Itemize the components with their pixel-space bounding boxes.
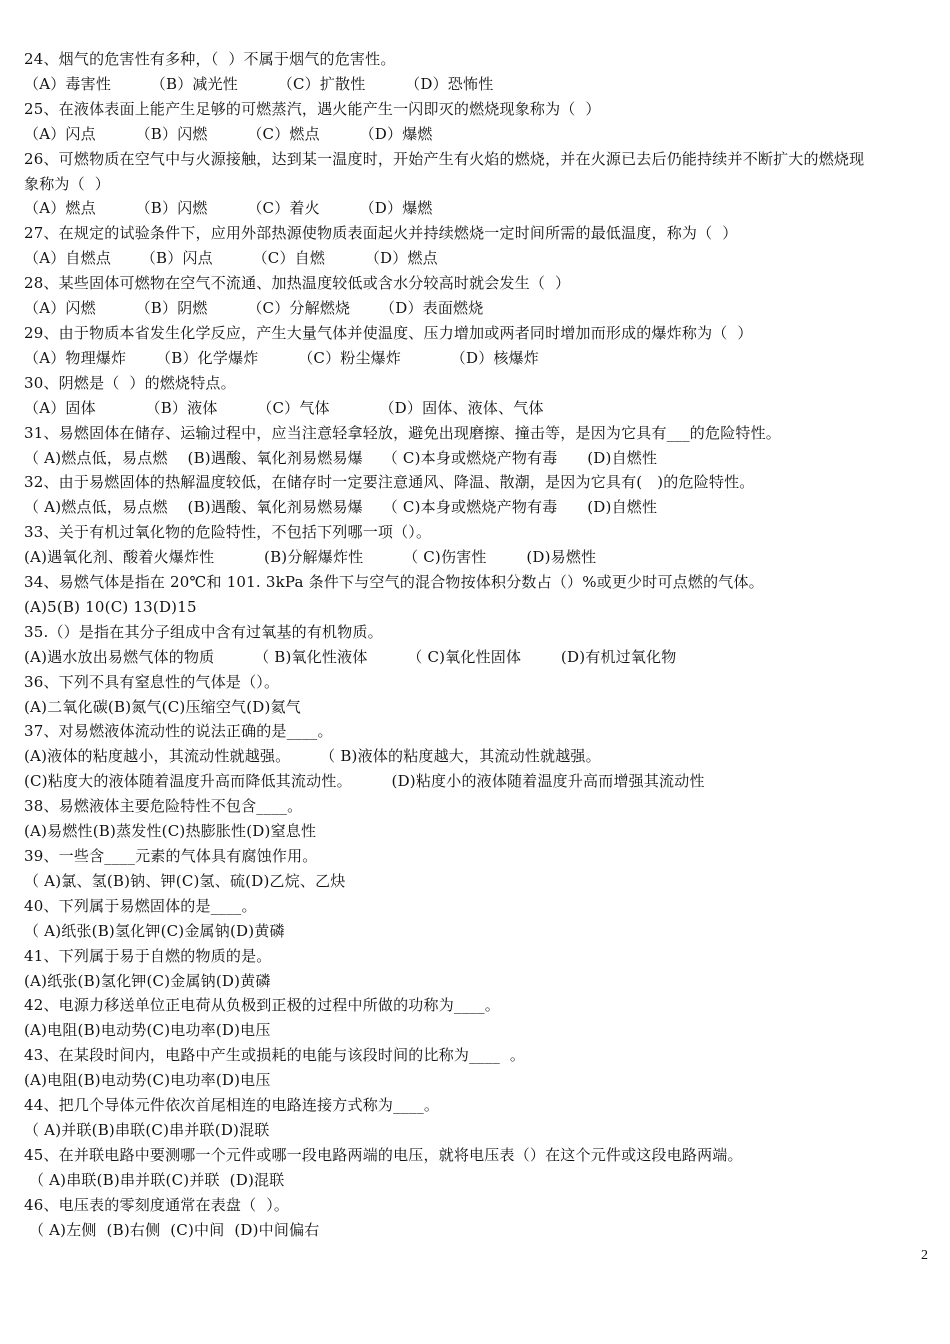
text-line: 38、易燃液体主要危险特性不包含____。: [24, 797, 303, 816]
text-line: (A)电阻(B)电动势(C)电功率(D)电压: [24, 1071, 271, 1090]
text-line: 象称为（ ）: [24, 174, 110, 193]
text-line: （A）固体 （B）液体 （C）气体 （D）固体、液体、气体: [24, 398, 544, 417]
text-line: （ A)串联(B)串并联(C)并联 (D)混联: [24, 1170, 285, 1189]
text-line: 27、在规定的试验条件下，应用外部热源使物质表面起火并持续燃烧一定时间所需的最低温度，称为（ ）: [24, 224, 738, 243]
text-line: （ A)左侧 (B)右侧 (C)中间 (D)中间偏右: [24, 1220, 320, 1239]
text-line: 41、下列属于易于自燃的物质的是。: [24, 946, 272, 965]
text-line: (C)粘度大的液体随着温度升高而降低其流动性。 (D)粘度小的液体随着温度升高而增强其流动性: [24, 772, 705, 791]
text-line: 42、电源力移送单位正电荷从负极到正极的过程中所做的功称为____。: [24, 996, 500, 1015]
text-line: 24、烟气的危害性有多种，（ ）不属于烟气的危害性。: [24, 50, 396, 68]
text-line: （ A)纸张(B)氢化钾(C)金属钠(D)黄磷: [24, 921, 285, 940]
text-line: 25、在液体表面上能产生足够的可燃蒸汽，遇火能产生一闪即灭的燃烧现象称为（ ）: [24, 99, 601, 118]
text-line: 26、可燃物质在空气中与火源接触，达到某一温度时，开始产生有火焰的燃烧，并在火源已去后仍能持续并不断扩大的燃烧现: [24, 149, 865, 168]
text-line: （ A)燃点低，易点燃 (B)遇酸、氧化剂易燃易爆 （ C)本身或燃烧产物有毒 (D)自燃性: [24, 448, 658, 467]
text-line: （ A)并联(B)串联(C)串并联(D)混联: [24, 1120, 270, 1139]
text-line: （A）毒害性 （B）减光性 （C）扩散性 （D）恐怖性: [24, 74, 494, 93]
text-line: 32、由于易燃固体的热解温度较低，在储存时一定要注意通风、降温、散潮，是因为它具有( )的危险特性。: [24, 473, 755, 492]
text-line: (A)易燃性(B)蒸发性(C)热膨胀性(D)窒息性: [24, 822, 317, 841]
text-line: (A)纸张(B)氢化钾(C)金属钠(D)黄磷: [24, 971, 271, 990]
text-line: 30、阴燃是（ ）的燃烧特点。: [24, 373, 236, 392]
text-line: （A）燃点 （B）闪燃 （C）着火 （D）爆燃: [24, 199, 433, 218]
text-line: （A）闪点 （B）闪燃 （C）燃点 （D）爆燃: [24, 124, 433, 143]
text-line: 35.（）是指在其分子组成中含有过氧基的有机物质。: [24, 622, 383, 641]
text-line: 28、某些固体可燃物在空气不流通、加热温度较低或含水分较高时就会发生（ ）: [24, 274, 571, 293]
text-line: （ A)氯、氢(B)钠、钾(C)氢、硫(D)乙烷、乙炔: [24, 871, 346, 890]
text-line: （A）自燃点 （B）闪点 （C）自燃 （D）燃点: [24, 249, 438, 268]
text-line: 33、关于有机过氧化物的危险特性，不包括下列哪一项（）。: [24, 523, 432, 542]
text-line: (A)液体的粘度越小，其流动性就越强。 （ B)液体的粘度越大，其流动性就越强。: [24, 747, 601, 766]
text-line: 44、把几个导体元件依次首尾相连的电路连接方式称为____。: [24, 1096, 440, 1115]
text-line: (A)二氧化碳(B)氮气(C)压缩空气(D)氦气: [24, 697, 301, 716]
text-line: 31、易燃固体在储存、运输过程中，应当注意轻拿轻放，避免出现磨擦、撞击等，是因为它具有___的危险特性。: [24, 423, 781, 442]
text-line: 45、在并联电路中要测哪一个元件或哪一段电路两端的电压，就将电压表（）在这个元件或这段电路两端。: [24, 1145, 743, 1164]
text-line: 43、在某段时间内，电路中产生或损耗的电能与该段时间的比称为____ 。: [24, 1046, 526, 1065]
page-number: 2: [921, 1248, 928, 1263]
text-line: (A)遇氧化剂、酸着火爆炸性 (B)分解爆炸性 （ C)伤害性 (D)易燃性: [24, 548, 597, 567]
text-line: 46、电压表的零刻度通常在表盘（ ）。: [24, 1195, 290, 1214]
text-line: （ A)燃点低，易点燃 (B)遇酸、氧化剂易燃易爆 （ C)本身或燃烧产物有毒 (D)自燃性: [24, 498, 658, 517]
text-line: （A）闪燃 （B）阴燃 （C）分解燃烧 （D）表面燃烧: [24, 299, 484, 318]
text-line: 37、对易燃液体流动性的说法正确的是____。: [24, 722, 333, 741]
text-line: 39、一些含____元素的气体具有腐蚀作用。: [24, 847, 318, 865]
text-line: 34、易燃气体是指在 20℃和 101. 3kPa 条件下与空气的混合物按体积分数占（）%或更少时可点燃的气体。: [24, 573, 764, 592]
text-line: (A)电阻(B)电动势(C)电功率(D)电压: [24, 1021, 271, 1040]
text-line: (A)5(B) 10(C) 13(D)15: [24, 597, 197, 616]
text-line: 40、下列属于易燃固体的是____。: [24, 896, 257, 915]
text-line: 36、下列不具有窒息性的气体是（）。: [24, 672, 280, 691]
text-line: (A)遇水放出易燃气体的物质 （ B)氧化性液体 （ C)氧化性固体 (D)有机过氧化物: [24, 647, 677, 666]
document-body: [24, 47, 930, 1243]
text-line: 29、由于物质本省发生化学反应，产生大量气体并使温度、压力增加或两者同时增加而形成的爆炸称为（ ）: [24, 323, 753, 342]
text-line: （A）物理爆炸 （B）化学爆炸 （C）粉尘爆炸 （D）核爆炸: [24, 348, 539, 367]
